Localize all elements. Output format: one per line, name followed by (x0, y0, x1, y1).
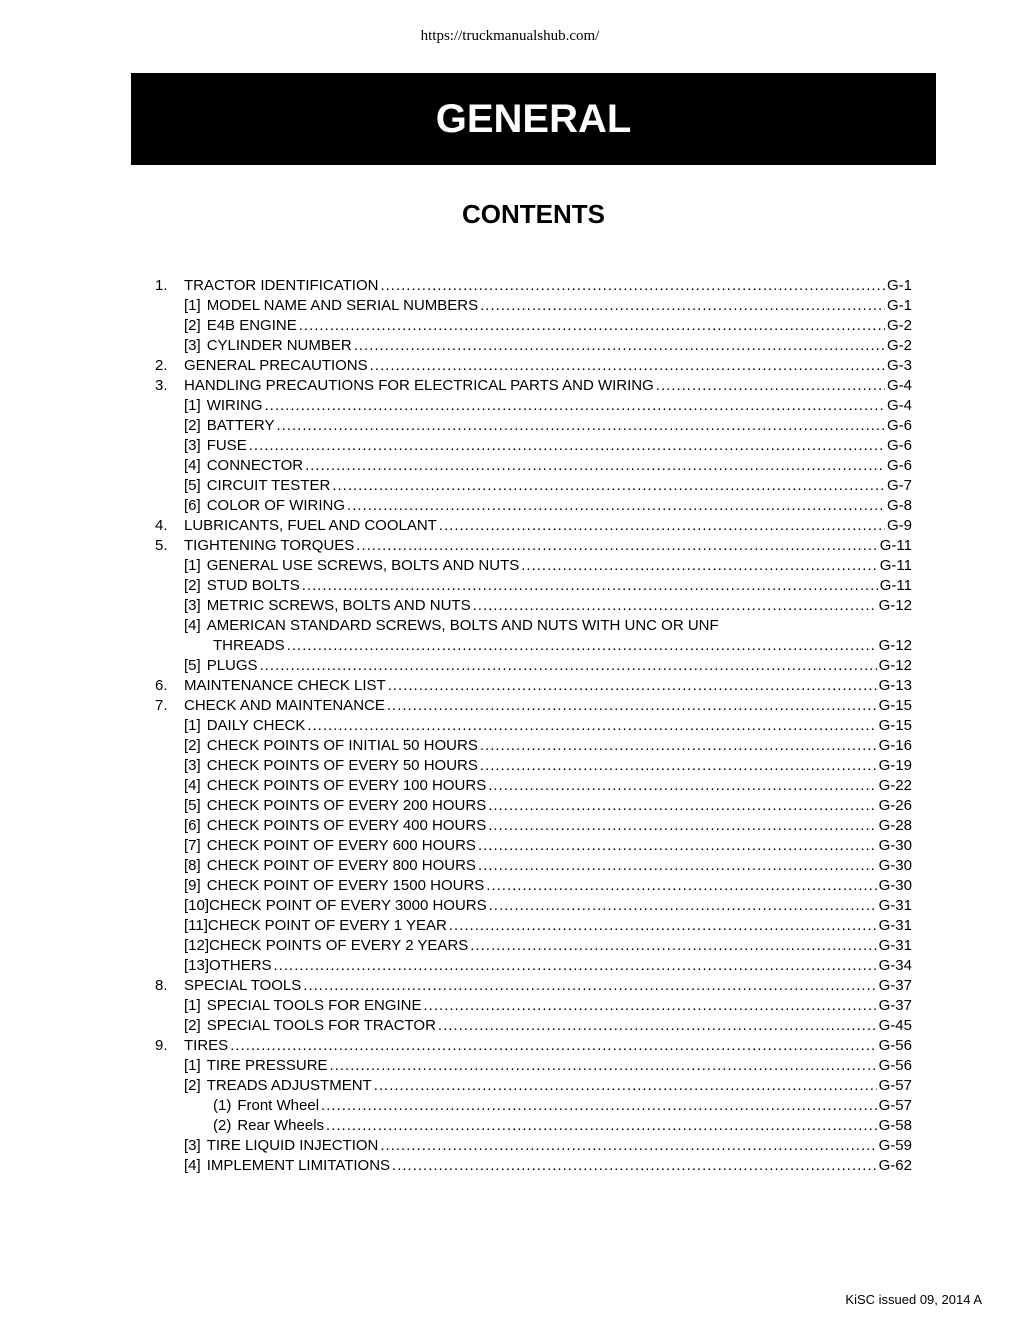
toc-entry-title: CHECK POINT OF EVERY 600 HOURS (206, 837, 476, 854)
toc-entry-title: TIRE LIQUID INJECTION (206, 1137, 379, 1154)
toc-entry-number: [2] (184, 1017, 201, 1034)
toc-entry-title: CHECK POINTS OF EVERY 400 HOURS (206, 817, 487, 834)
toc-entry-title: METRIC SCREWS, BOLTS AND NUTS (206, 597, 471, 614)
toc-entry-number: [12] (184, 937, 210, 954)
toc-entry[interactable] (155, 936, 912, 956)
toc-entry-title: TIGHTENING TORQUES (184, 537, 355, 554)
toc-entry-number: [3] (184, 597, 201, 614)
toc-entry-title: IMPLEMENT LIMITATIONS (206, 1157, 391, 1174)
toc-entry-number: [1] (184, 717, 201, 734)
section-banner (131, 73, 936, 165)
toc-entry-title: TRACTOR IDENTIFICATION (184, 277, 379, 294)
toc-entry[interactable] (155, 656, 912, 676)
toc-entry-page: G-16 (878, 737, 912, 754)
toc-leader-dots (489, 896, 877, 916)
toc-entry-number: 8. (155, 977, 168, 994)
toc-leader-dots (287, 636, 877, 656)
toc-entry[interactable] (155, 376, 912, 396)
toc-leader-dots (302, 576, 878, 596)
toc-entry-title: AMERICAN STANDARD SCREWS, BOLTS AND NUTS WITH UNC OR UNF (206, 617, 719, 634)
toc-entry-page: G-6 (886, 457, 912, 474)
toc-entry[interactable] (155, 676, 912, 696)
toc-entry[interactable] (155, 276, 912, 296)
toc-leader-dots (274, 956, 877, 976)
toc-leader-dots (392, 1156, 877, 1176)
toc-entry[interactable] (155, 796, 912, 816)
toc-leader-dots (299, 316, 885, 336)
toc-entry[interactable] (155, 476, 912, 496)
toc-entry-page: G-9 (886, 517, 912, 534)
toc-entry-number: [3] (184, 337, 201, 354)
toc-entry-title: COLOR OF WIRING (206, 497, 346, 514)
toc-leader-dots (478, 856, 877, 876)
toc-entry-title: CHECK POINT OF EVERY 1500 HOURS (206, 877, 485, 894)
toc-entry-number: (2) (213, 1117, 232, 1134)
toc-leader-dots (449, 916, 877, 936)
toc-entry-page: G-26 (878, 797, 912, 814)
footer-issue-note: KiSC issued 09, 2014 A (845, 1292, 982, 1307)
toc-entry[interactable] (155, 1016, 912, 1036)
toc-entry-number: [1] (184, 1057, 201, 1074)
toc-entry-page: G-31 (878, 897, 912, 914)
toc-entry[interactable] (155, 716, 912, 736)
toc-entry-page: G-57 (878, 1077, 912, 1094)
toc-entry[interactable] (155, 1096, 912, 1116)
toc-entry-title: DAILY CHECK (206, 717, 306, 734)
toc-entry-page: G-57 (878, 1097, 912, 1114)
toc-entry[interactable] (155, 696, 912, 716)
toc-entry-title: CIRCUIT TESTER (206, 477, 331, 494)
toc-entry-title: MODEL NAME AND SERIAL NUMBERS (206, 297, 479, 314)
toc-entry-page: G-56 (878, 1057, 912, 1074)
toc-entry-page: G-6 (886, 437, 912, 454)
toc-entry-title: Front Wheel (237, 1097, 320, 1114)
toc-leader-dots (438, 1016, 877, 1036)
toc-leader-dots (439, 516, 885, 536)
banner-title: GENERAL (435, 96, 632, 141)
toc-leader-dots (370, 356, 885, 376)
toc-leader-dots (321, 1096, 877, 1116)
toc-entry[interactable] (155, 816, 912, 836)
table-of-contents (155, 276, 912, 1176)
toc-entry[interactable] (155, 556, 912, 576)
contents-title: CONTENTS (462, 199, 605, 229)
toc-leader-dots (423, 996, 876, 1016)
toc-entry-number: (1) (213, 1097, 232, 1114)
toc-entry-title: CHECK POINTS OF EVERY 200 HOURS (206, 797, 487, 814)
toc-leader-dots (332, 476, 885, 496)
toc-entry-number: 7. (155, 697, 168, 714)
toc-entry-page: G-19 (878, 757, 912, 774)
toc-entry[interactable] (155, 636, 912, 656)
toc-entry-number: [1] (184, 557, 201, 574)
toc-entry[interactable] (155, 896, 912, 916)
toc-entry-number: [3] (184, 757, 201, 774)
toc-entry-number: [2] (184, 737, 201, 754)
toc-entry-title: CHECK POINT OF EVERY 3000 HOURS (209, 897, 487, 914)
toc-leader-dots (330, 1056, 877, 1076)
toc-leader-dots (230, 1036, 876, 1056)
toc-entry-number: [10] (184, 897, 210, 914)
toc-entry-title: GENERAL USE SCREWS, BOLTS AND NUTS (206, 557, 520, 574)
toc-entry-title: CHECK POINTS OF EVERY 100 HOURS (206, 777, 487, 794)
toc-entry-number: [4] (184, 457, 201, 474)
toc-entry-title: THREADS (213, 637, 285, 654)
toc-entry-number: [6] (184, 817, 201, 834)
toc-leader-dots (480, 736, 877, 756)
toc-leader-dots (356, 536, 877, 556)
toc-entry-page: G-15 (878, 697, 912, 714)
toc-entry-title: SPECIAL TOOLS FOR TRACTOR (206, 1017, 436, 1034)
toc-entry-title: CHECK POINTS OF EVERY 50 HOURS (206, 757, 478, 774)
toc-entry-number: 9. (155, 1037, 168, 1054)
toc-entry-title: CHECK AND MAINTENANCE (184, 697, 385, 714)
toc-entry[interactable] (155, 976, 912, 996)
toc-entry-number: [5] (184, 657, 201, 674)
toc-entry-page: G-4 (886, 397, 912, 414)
toc-leader-dots (326, 1116, 877, 1136)
toc-entry-title: CHECK POINTS OF EVERY 2 YEARS (209, 937, 469, 954)
toc-entry[interactable] (155, 1056, 912, 1076)
toc-leader-dots (388, 676, 877, 696)
site-url[interactable]: https://truckmanualshub.com/ (420, 28, 600, 44)
toc-entry-number: 4. (155, 517, 168, 534)
toc-entry[interactable] (155, 456, 912, 476)
toc-entry-title: FUSE (206, 437, 247, 454)
toc-entry[interactable] (155, 756, 912, 776)
toc-entry-page: G-11 (879, 577, 912, 594)
toc-entry-title: WIRING (206, 397, 263, 414)
toc-entry[interactable] (155, 316, 912, 336)
toc-leader-dots (488, 796, 876, 816)
toc-entry-page: G-4 (886, 377, 912, 394)
toc-leader-dots (387, 696, 877, 716)
toc-leader-dots (265, 396, 885, 416)
toc-leader-dots (380, 276, 885, 296)
toc-leader-dots (380, 1136, 876, 1156)
toc-entry-number: [5] (184, 477, 201, 494)
toc-entry-title: CHECK POINT OF EVERY 800 HOURS (206, 857, 476, 874)
toc-entry-number: [9] (184, 877, 201, 894)
toc-entry-number: [1] (184, 297, 201, 314)
toc-entry[interactable] (155, 736, 912, 756)
toc-entry[interactable] (155, 536, 912, 556)
toc-leader-dots (260, 656, 877, 676)
toc-entry-page: G-6 (886, 417, 912, 434)
toc-entry-page: G-11 (879, 557, 912, 574)
toc-entry[interactable] (155, 356, 912, 376)
toc-entry-page: G-28 (878, 817, 912, 834)
toc-entry[interactable] (155, 836, 912, 856)
toc-leader-dots (249, 436, 885, 456)
toc-entry-title: E4B ENGINE (206, 317, 297, 334)
toc-entry[interactable] (155, 916, 912, 936)
toc-leader-dots (303, 976, 876, 996)
toc-entry-page: G-31 (878, 937, 912, 954)
toc-entry-title: CYLINDER NUMBER (206, 337, 352, 354)
toc-entry-number: [13] (184, 957, 210, 974)
toc-entry[interactable] (155, 1156, 912, 1176)
toc-leader-dots (488, 776, 876, 796)
toc-entry-title: LUBRICANTS, FUEL AND COOLANT (184, 517, 437, 534)
toc-entry-title: SPECIAL TOOLS FOR ENGINE (206, 997, 422, 1014)
toc-leader-dots (521, 556, 878, 576)
toc-entry-title: Rear Wheels (237, 1117, 325, 1134)
toc-entry-number: 6. (155, 677, 168, 694)
toc-entry-number: [3] (184, 437, 201, 454)
toc-leader-dots (347, 496, 885, 516)
toc-entry-title: TIRE PRESSURE (206, 1057, 328, 1074)
toc-leader-dots (656, 376, 885, 396)
toc-entry-number: [7] (184, 837, 201, 854)
toc-entry-page: G-12 (878, 637, 912, 654)
toc-entry[interactable] (155, 1076, 912, 1096)
toc-entry-title: HANDLING PRECAUTIONS FOR ELECTRICAL PARTS AND WIRING (184, 377, 654, 394)
toc-entry-title: GENERAL PRECAUTIONS (184, 357, 368, 374)
toc-entry-number: [11] (184, 917, 208, 934)
toc-leader-dots (478, 836, 877, 856)
toc-entry[interactable] (155, 996, 912, 1016)
toc-leader-dots (488, 816, 876, 836)
toc-leader-dots (354, 336, 885, 356)
toc-entry-page: G-30 (878, 857, 912, 874)
toc-entry-number: 2. (155, 357, 168, 374)
toc-entry-page: G-37 (878, 977, 912, 994)
toc-entry-page: G-8 (886, 497, 912, 514)
toc-leader-dots (276, 416, 885, 436)
toc-entry[interactable] (155, 616, 912, 636)
toc-entry-page: G-58 (878, 1117, 912, 1134)
toc-leader-dots (480, 296, 885, 316)
toc-entry-page: G-2 (886, 317, 912, 334)
toc-entry-title: TIRES (184, 1037, 229, 1054)
toc-entry-title: CONNECTOR (206, 457, 304, 474)
toc-entry-number: [2] (184, 577, 201, 594)
toc-entry-page: G-12 (878, 657, 912, 674)
toc-entry-page: G-30 (878, 837, 912, 854)
toc-entry[interactable] (155, 1116, 912, 1136)
toc-entry-number: [4] (184, 1157, 201, 1174)
toc-entry-number: [5] (184, 797, 201, 814)
toc-entry-title: OTHERS (209, 957, 272, 974)
toc-entry-page: G-13 (878, 677, 912, 694)
toc-entry-page: G-31 (878, 917, 912, 934)
toc-entry-number: [8] (184, 857, 201, 874)
toc-leader-dots (486, 876, 876, 896)
toc-entry-title: CHECK POINTS OF INITIAL 50 HOURS (206, 737, 478, 754)
toc-entry[interactable] (155, 496, 912, 516)
toc-entry-page: G-30 (878, 877, 912, 894)
toc-entry-number: 3. (155, 377, 168, 394)
toc-entry-page: G-1 (886, 297, 912, 314)
toc-entry-page: G-37 (878, 997, 912, 1014)
toc-entry[interactable] (155, 576, 912, 596)
toc-entry-page: G-7 (886, 477, 912, 494)
toc-leader-dots (307, 716, 876, 736)
toc-entry-page: G-12 (878, 597, 912, 614)
toc-entry-number: [2] (184, 317, 201, 334)
toc-entry-number: [4] (184, 617, 201, 634)
toc-entry-page: G-11 (879, 537, 912, 554)
toc-entry-title: PLUGS (206, 657, 258, 674)
toc-entry[interactable] (155, 296, 912, 316)
toc-entry-page: G-62 (878, 1157, 912, 1174)
toc-entry[interactable] (155, 956, 912, 976)
toc-entry-title: TREADS ADJUSTMENT (206, 1077, 372, 1094)
toc-entry-number: [1] (184, 397, 201, 414)
toc-entry[interactable] (155, 776, 912, 796)
toc-entry-number: [6] (184, 497, 201, 514)
toc-entry[interactable] (155, 336, 912, 356)
toc-entry-page: G-3 (886, 357, 912, 374)
toc-entry[interactable] (155, 1036, 912, 1056)
toc-entry[interactable] (155, 436, 912, 456)
toc-entry-number: [4] (184, 777, 201, 794)
toc-entry-page: G-56 (878, 1037, 912, 1054)
toc-entry[interactable] (155, 596, 912, 616)
toc-entry-number: [2] (184, 417, 201, 434)
toc-entry-page: G-34 (878, 957, 912, 974)
toc-entry-number: [1] (184, 997, 201, 1014)
toc-leader-dots (470, 936, 876, 956)
toc-entry-title: BATTERY (206, 417, 275, 434)
toc-leader-dots (374, 1076, 877, 1096)
toc-entry-title: SPECIAL TOOLS (184, 977, 302, 994)
toc-entry-title: STUD BOLTS (206, 577, 300, 594)
toc-entry-title: MAINTENANCE CHECK LIST (184, 677, 386, 694)
toc-entry[interactable] (155, 1136, 912, 1156)
toc-leader-dots (473, 596, 877, 616)
toc-entry-number: 1. (155, 277, 168, 294)
toc-entry-number: 5. (155, 537, 168, 554)
toc-entry-page: G-59 (878, 1137, 912, 1154)
toc-entry[interactable] (155, 396, 912, 416)
toc-entry-number: [3] (184, 1137, 201, 1154)
toc-leader-dots (305, 456, 885, 476)
toc-entry-page: G-15 (878, 717, 912, 734)
toc-entry-page: G-2 (886, 337, 912, 354)
toc-leader-dots (480, 756, 877, 776)
toc-entry-title: CHECK POINT OF EVERY 1 YEAR (207, 917, 447, 934)
toc-entry-page: G-1 (886, 277, 912, 294)
toc-entry-number: [2] (184, 1077, 201, 1094)
toc-entry[interactable] (155, 416, 912, 436)
toc-entry-page: G-45 (878, 1017, 912, 1034)
toc-entry[interactable] (155, 856, 912, 876)
toc-entry-page: G-22 (878, 777, 912, 794)
toc-entry[interactable] (155, 876, 912, 896)
toc-entry[interactable] (155, 516, 912, 536)
